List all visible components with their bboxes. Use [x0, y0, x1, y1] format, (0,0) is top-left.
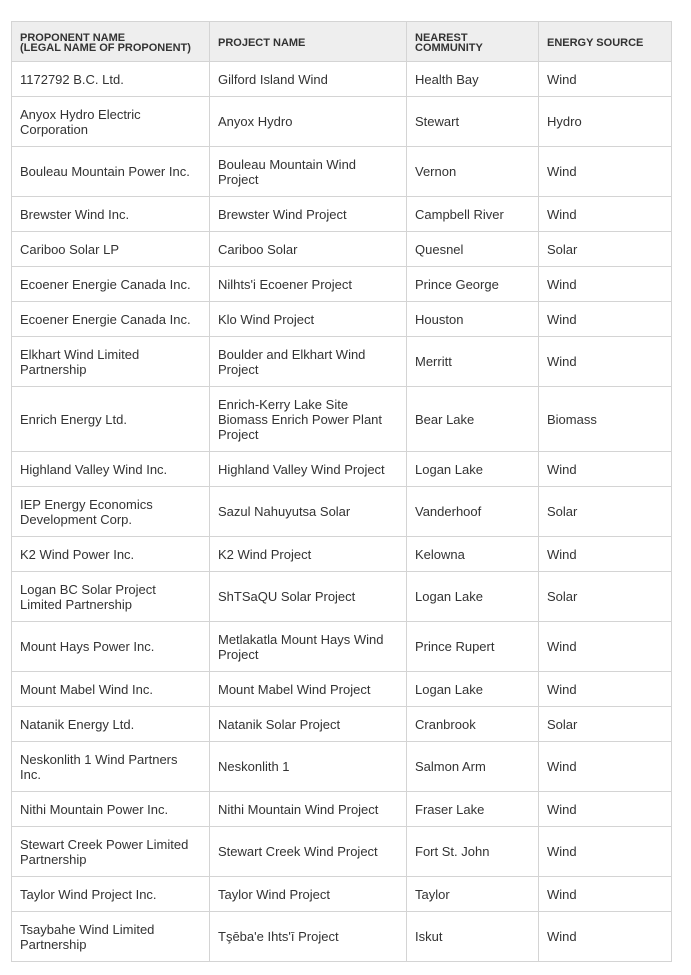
cell-project: Brewster Wind Project	[210, 197, 407, 232]
table-row	[12, 572, 672, 622]
cell-project: Boulder and Elkhart Wind Project	[210, 337, 407, 387]
cell-project: Natanik Solar Project	[210, 707, 407, 742]
cell-energy-source: Solar	[539, 707, 672, 742]
header-row	[12, 22, 672, 62]
cell-proponent: Elkhart Wind Limited Partnership	[12, 337, 210, 387]
cell-energy-source: Wind	[539, 147, 672, 197]
cell-proponent: Enrich Energy Ltd.	[12, 387, 210, 452]
cell-proponent: Ecoener Energie Canada Inc.	[12, 267, 210, 302]
cell-project: Bouleau Mountain Wind Project	[210, 147, 407, 197]
cell-energy-source: Hydro	[539, 97, 672, 147]
cell-community: Salmon Arm	[407, 742, 539, 792]
cell-community: Vernon	[407, 147, 539, 197]
cell-community: Fort St. John	[407, 827, 539, 877]
cell-project: Gilford Island Wind	[210, 62, 407, 97]
cell-project: Highland Valley Wind Project	[210, 452, 407, 487]
table-row	[12, 622, 672, 672]
cell-energy-source: Wind	[539, 452, 672, 487]
header-nearest-community	[407, 22, 539, 62]
cell-project: Tşēba'e Ihts'ī Project	[210, 912, 407, 962]
table-row	[12, 707, 672, 742]
cell-community: Taylor	[407, 877, 539, 912]
table-row	[12, 672, 672, 707]
cell-proponent: Cariboo Solar LP	[12, 232, 210, 267]
cell-community: Kelowna	[407, 537, 539, 572]
cell-proponent: Logan BC Solar Project Limited Partnership	[12, 572, 210, 622]
header-project-name	[210, 22, 407, 62]
cell-project: Taylor Wind Project	[210, 877, 407, 912]
cell-energy-source: Wind	[539, 827, 672, 877]
table-row	[12, 537, 672, 572]
cell-energy-source: Wind	[539, 302, 672, 337]
cell-project: Enrich-Kerry Lake Site Biomass Enrich Power Plant Project	[210, 387, 407, 452]
cell-proponent: Mount Hays Power Inc.	[12, 622, 210, 672]
cell-proponent: Natanik Energy Ltd.	[12, 707, 210, 742]
table-row	[12, 302, 672, 337]
cell-community: Logan Lake	[407, 672, 539, 707]
cell-community: Prince George	[407, 267, 539, 302]
cell-project: ShTSaQU Solar Project	[210, 572, 407, 622]
table-row	[12, 97, 672, 147]
table-row	[12, 337, 672, 387]
cell-community: Bear Lake	[407, 387, 539, 452]
cell-energy-source: Wind	[539, 622, 672, 672]
cell-proponent: Nithi Mountain Power Inc.	[12, 792, 210, 827]
cell-proponent: Stewart Creek Power Limited Partnership	[12, 827, 210, 877]
cell-energy-source: Biomass	[539, 387, 672, 452]
table-row	[12, 912, 672, 962]
table-row	[12, 62, 672, 97]
cell-energy-source: Wind	[539, 877, 672, 912]
cell-community: Logan Lake	[407, 452, 539, 487]
table-row	[12, 452, 672, 487]
table-row	[12, 197, 672, 232]
cell-energy-source: Wind	[539, 267, 672, 302]
cell-project: Sazul Nahuyutsa Solar	[210, 487, 407, 537]
cell-community: Quesnel	[407, 232, 539, 267]
cell-project: Stewart Creek Wind Project	[210, 827, 407, 877]
cell-community: Stewart	[407, 97, 539, 147]
header-text: PROJECT NAME	[218, 36, 306, 49]
cell-project: Neskonlith 1	[210, 742, 407, 792]
cell-energy-source: Wind	[539, 792, 672, 827]
energy-projects-table	[11, 21, 672, 962]
cell-community: Vanderhoof	[407, 487, 539, 537]
header-text: ENERGY SOURCE	[547, 36, 644, 49]
cell-community: Campbell River	[407, 197, 539, 232]
cell-energy-source: Solar	[539, 232, 672, 267]
table-row	[12, 792, 672, 827]
cell-energy-source: Wind	[539, 62, 672, 97]
cell-energy-source: Wind	[539, 742, 672, 792]
header-text: NEAREST	[415, 31, 468, 44]
cell-community: Fraser Lake	[407, 792, 539, 827]
cell-project: Nithi Mountain Wind Project	[210, 792, 407, 827]
cell-community: Logan Lake	[407, 572, 539, 622]
cell-proponent: Anyox Hydro Electric Corporation	[12, 97, 210, 147]
cell-energy-source: Wind	[539, 672, 672, 707]
table-row	[12, 387, 672, 452]
cell-project: Cariboo Solar	[210, 232, 407, 267]
header-text: PROPONENT NAME	[20, 31, 126, 44]
cell-project: Anyox Hydro	[210, 97, 407, 147]
table-row	[12, 877, 672, 912]
cell-energy-source: Wind	[539, 912, 672, 962]
cell-proponent: Highland Valley Wind Inc.	[12, 452, 210, 487]
table-row	[12, 232, 672, 267]
cell-proponent: IEP Energy Economics Development Corp.	[12, 487, 210, 537]
cell-project: Nilhts'i Ecoener Project	[210, 267, 407, 302]
cell-community: Houston	[407, 302, 539, 337]
cell-proponent: Ecoener Energie Canada Inc.	[12, 302, 210, 337]
cell-proponent: Bouleau Mountain Power Inc.	[12, 147, 210, 197]
cell-project: K2 Wind Project	[210, 537, 407, 572]
table-row	[12, 147, 672, 197]
cell-proponent: Brewster Wind Inc.	[12, 197, 210, 232]
cell-energy-source: Solar	[539, 487, 672, 537]
header-proponent-name	[12, 22, 210, 62]
cell-community: Cranbrook	[407, 707, 539, 742]
cell-proponent: Tsaybahe Wind Limited Partnership	[12, 912, 210, 962]
cell-proponent: Taylor Wind Project Inc.	[12, 877, 210, 912]
cell-proponent: K2 Wind Power Inc.	[12, 537, 210, 572]
table-body	[12, 62, 672, 962]
cell-proponent: Mount Mabel Wind Inc.	[12, 672, 210, 707]
cell-community: Merritt	[407, 337, 539, 387]
cell-energy-source: Wind	[539, 337, 672, 387]
header-energy-source	[539, 22, 672, 62]
cell-proponent: Neskonlith 1 Wind Partners Inc.	[12, 742, 210, 792]
table-row	[12, 267, 672, 302]
cell-community: Health Bay	[407, 62, 539, 97]
cell-energy-source: Wind	[539, 537, 672, 572]
table-row	[12, 827, 672, 877]
cell-community: Prince Rupert	[407, 622, 539, 672]
cell-energy-source: Wind	[539, 197, 672, 232]
cell-energy-source: Solar	[539, 572, 672, 622]
table-row	[12, 742, 672, 792]
cell-project: Metlakatla Mount Hays Wind Project	[210, 622, 407, 672]
table-row	[12, 487, 672, 537]
header-text: COMMUNITY	[415, 41, 483, 54]
cell-project: Klo Wind Project	[210, 302, 407, 337]
header-text: (LEGAL NAME OF PROPONENT)	[20, 41, 191, 54]
cell-project: Mount Mabel Wind Project	[210, 672, 407, 707]
table-header	[12, 22, 672, 62]
cell-proponent: 1172792 B.C. Ltd.	[12, 62, 210, 97]
cell-community: Iskut	[407, 912, 539, 962]
